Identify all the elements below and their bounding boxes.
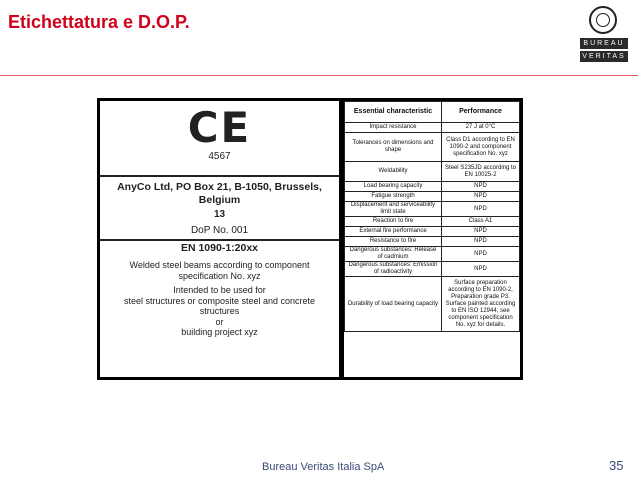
performance-cell: NPD: [442, 202, 520, 217]
characteristic-cell: Impact resistance: [345, 123, 442, 133]
table-row: [345, 202, 520, 217]
characteristic-cell: External fire performance: [345, 227, 442, 237]
logo-text-bureau: BUREAU: [580, 38, 628, 49]
dop-number: DoP No. 001: [190, 225, 249, 236]
year-of-affixing: 13: [213, 209, 226, 220]
ce-label-image: [97, 98, 523, 380]
performance-cell: NPD: [442, 192, 520, 202]
performance-cell: Class D1 according to EN 1090-2 and component specification No. xyz: [442, 133, 520, 162]
performance-cell: NPD: [442, 182, 520, 192]
performance-cell: NPD: [442, 262, 520, 277]
intended-line-3: structures: [199, 306, 240, 316]
title-divider: [0, 75, 638, 76]
description-line-1: Welded steel beams according to component: [129, 260, 310, 270]
performance-cell: NPD: [442, 237, 520, 247]
characteristic-cell: Durability of load bearing capacity: [345, 277, 442, 332]
performance-cell: Steel S235JD according to EN 10025-2: [442, 162, 520, 182]
table-header-row: [345, 102, 520, 123]
table-row: [345, 262, 520, 277]
divider: [100, 175, 339, 177]
footer-company: Bureau Veritas Italia SpA: [262, 461, 385, 473]
characteristic-cell: Dangerous substances: Emission of radioactivity: [345, 262, 442, 277]
manufacturer-line-1: AnyCo Ltd, PO Box 21, B-1050, Brussels,: [117, 181, 322, 193]
characteristic-cell: Weldability: [345, 162, 442, 182]
manufacturer-line-2: Belgium: [198, 194, 241, 206]
characteristic-cell: Displacement and serviceability limit state: [345, 202, 442, 217]
characteristic-cell: Fatigue strength: [345, 192, 442, 202]
product-description: [100, 260, 339, 282]
notified-body-number: 4567: [208, 151, 231, 162]
divider: [100, 239, 339, 241]
table-row: [345, 123, 520, 133]
table-row: [345, 277, 520, 332]
intended-line-1: Intended to be used for: [173, 285, 266, 295]
characteristic-cell: Tolerances on dimensions and shape: [345, 133, 442, 162]
table-row: [345, 182, 520, 192]
table-row: [345, 133, 520, 162]
performance-cell: Class A1: [442, 217, 520, 227]
bureau-veritas-seal-icon: [589, 6, 617, 34]
table-row: [345, 247, 520, 262]
description-line-2: specification No. xyz: [178, 271, 261, 281]
performance-cell: Surface preparation according to EN 1090-2, Preparation grade P3. Surface painted according to EN ISO 12944; see component specification No. xyz for details.: [442, 277, 520, 332]
header-performance: Performance: [442, 102, 520, 123]
intended-use: [100, 285, 339, 338]
table-body: [345, 123, 520, 332]
logo-text-veritas: VERITAS: [580, 51, 628, 62]
performance-cell: NPD: [442, 247, 520, 262]
intended-line-4: or: [215, 316, 224, 327]
performance-table: [344, 101, 520, 332]
characteristic-cell: Load bearing capacity: [345, 182, 442, 192]
performance-cell: NPD: [442, 227, 520, 237]
table-row: [345, 217, 520, 227]
performance-cell: 27 J at 0°C: [442, 123, 520, 133]
characteristic-cell: Reaction to fire: [345, 217, 442, 227]
intended-line-2: steel structures or composite steel and concrete: [123, 295, 316, 306]
table-row: [345, 237, 520, 247]
slide-title: Etichettatura e D.O.P.: [8, 12, 190, 32]
bureau-veritas-logo: [580, 6, 628, 64]
header-essential-characteristic: Essential characteristic: [345, 102, 442, 123]
characteristic-cell: Dangerous substances: Release of cadmium: [345, 247, 442, 262]
characteristic-cell: Resistance to fire: [345, 237, 442, 247]
harmonised-standard: EN 1090-1:20xx: [180, 242, 259, 254]
ce-label-panel: [100, 101, 339, 377]
table-row: [345, 227, 520, 237]
intended-line-5: building project xyz: [181, 327, 258, 337]
ce-mark: CE: [187, 103, 252, 152]
performance-panel: [344, 101, 520, 377]
table-row: [345, 162, 520, 182]
manufacturer-address: [100, 181, 339, 207]
table-row: [345, 192, 520, 202]
page-number: 35: [609, 458, 624, 473]
